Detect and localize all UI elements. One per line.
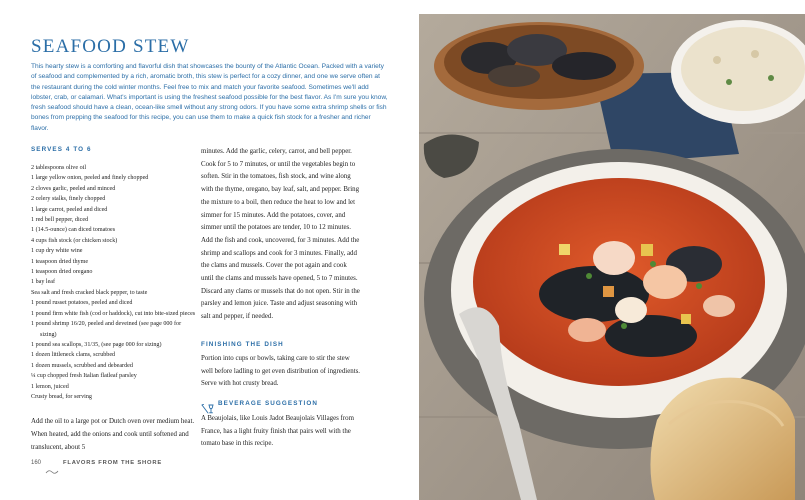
beverage-heading-row [201, 399, 361, 409]
shrimp [643, 265, 687, 299]
beverage-heading: BEVERAGE SUGGESTION [218, 400, 318, 408]
finishing-text: Portion into cups or bowls, taking care to stir the stew well before ladling to get even distribution of ingredients. Serve with hot crusty bread. [201, 354, 361, 388]
ingredient-item: 1 pound russet potatoes, peeled and diced [31, 300, 133, 307]
page-number: 160 [31, 460, 42, 466]
potato [681, 314, 691, 324]
ingredient-item: 2 cloves garlic, peeled and minced [31, 185, 116, 192]
ingredient-item: Crusty bread, for serving [31, 393, 92, 400]
carrot [603, 286, 614, 297]
ingredients-column [31, 146, 196, 454]
method-paragraph-start: Add the oil to a large pot or Dutch oven over medium heat. When heated, add the onions and cook until softened and translucent, about 5 [31, 418, 195, 451]
shrimp [568, 318, 606, 342]
scallop [593, 241, 635, 275]
wave-swash-icon [45, 460, 59, 466]
parsley [650, 261, 656, 267]
serves-heading: SERVES 4 TO 6 [31, 146, 92, 153]
ingredient-item: 1 dozen mussels, scrubbed and debearded [31, 362, 133, 369]
recipe-intro: This hearty stew is a comforting and flavorful dish that showcases the bounty of the Atlantic Ocean. Packed with a variety of seafood and complemented by a rich, aromatic broth, this stew is perfect for a cozy dinner, and one we serve often at the restaurant during the cold winter months. Feel free to mix and match your favorite seafood. Sometimes we'll add lobster, crab, or calamari. What's important is using the freshest seafood possible for the best flavor. As I'm sure you know, fresh seafood should have a clean, ocean-like smell without any strong odors. If you have some extra shrimp shells or fish bones from prepping the seafood for this recipe, you can use them to make a quick fish stock for a fresher and richer flavor. [31, 63, 388, 132]
ingredient-item: 1 dozen littleneck clams, scrubbed [31, 352, 116, 359]
parsley [586, 273, 592, 279]
chapter-title: FLAVORS FROM THE SHORE [63, 460, 162, 466]
seafood-stew-photo [419, 14, 805, 500]
potato [559, 244, 570, 255]
shrimp [703, 295, 735, 317]
method-paragraph-continued: minutes. Add the garlic, celery, carrot, and bell pepper. Cook for 5 to 7 minutes, or until the vegetables begin to soften. Stir in the tomatoes, fish stock, and wine along with the thyme, oregano, bay leaf, salt, and pepper. Bring the mixture to a boil, then reduce the heat to low and let simmer for 15 minutes. Add the potatoes, cover, and simmer until the potatoes are tender, 10 to 12 minutes. Add the fish and cook, uncovered, for 3 minutes. Add the shrimp and scallops and cook for 3 minutes. Finally, add the clams and mussels. Cover the pot again and cook until the clams and mussels have opened, 5 to 7 minutes. Discard any clams or mussels that do not open. Stir in the parsley and lemon juice. Taste and adjust seasoning with salt and pepper, if needed. [201, 148, 360, 321]
parsley [696, 283, 702, 289]
fork-and-wineglass-icon [201, 399, 215, 409]
fish-piece [615, 297, 647, 323]
ingredient-item: 1 pound firm white fish (cod or haddock), cut into bite-sized pieces [31, 310, 196, 317]
ingredient-item: 1 pound sea scallops, 31/35, (see page 000 for sizing) [31, 341, 162, 348]
method-column [201, 146, 361, 451]
finishing-heading: FINISHING THE DISH [201, 340, 284, 348]
ingredient-item: 1 large yellow onion, peeled and finely chopped [31, 175, 149, 182]
ingredient-item: 2 celery stalks, finely chopped [31, 196, 106, 203]
ingredient-item: 1 red bell pepper, diced [31, 217, 89, 224]
ingredient-item: 1 teaspoon dried oregano [31, 269, 93, 276]
ingredient-item: 1 (14.5-ounce) can diced tomatoes [31, 227, 116, 234]
ingredient-item: 1 cup dry white wine [31, 248, 83, 255]
beverage-text: A Beaujolais, like Louis Jadot Beaujolais Villages from France, has a light fruity finish that pairs well with the tomato base in this recipe. [201, 414, 354, 448]
page-footer [31, 460, 162, 466]
ingredient-item: 1 pound shrimp 16/20, peeled and deveined (see page 000 for sizing) [31, 321, 182, 338]
ingredient-item: 1 large carrot, peeled and diced [31, 206, 108, 213]
parsley [621, 323, 627, 329]
ingredient-item: 4 cups fish stock (or chicken stock) [31, 237, 118, 244]
ingredient-item: 1 bay leaf [31, 279, 56, 286]
potato [641, 244, 653, 256]
ingredient-item: Sea salt and fresh cracked black pepper, to taste [31, 289, 148, 296]
ingredient-item: 2 tablespoons olive oil [31, 165, 87, 171]
ingredient-list [31, 163, 196, 402]
ingredient-item: 1 teaspoon dried thyme [31, 258, 89, 265]
ingredient-item: 1 lemon, juiced [31, 383, 69, 390]
ingredient-item: ¼ cup chopped fresh Italian flatleaf parsley [31, 373, 137, 380]
recipe-title: SEAFOOD STEW [31, 36, 190, 57]
